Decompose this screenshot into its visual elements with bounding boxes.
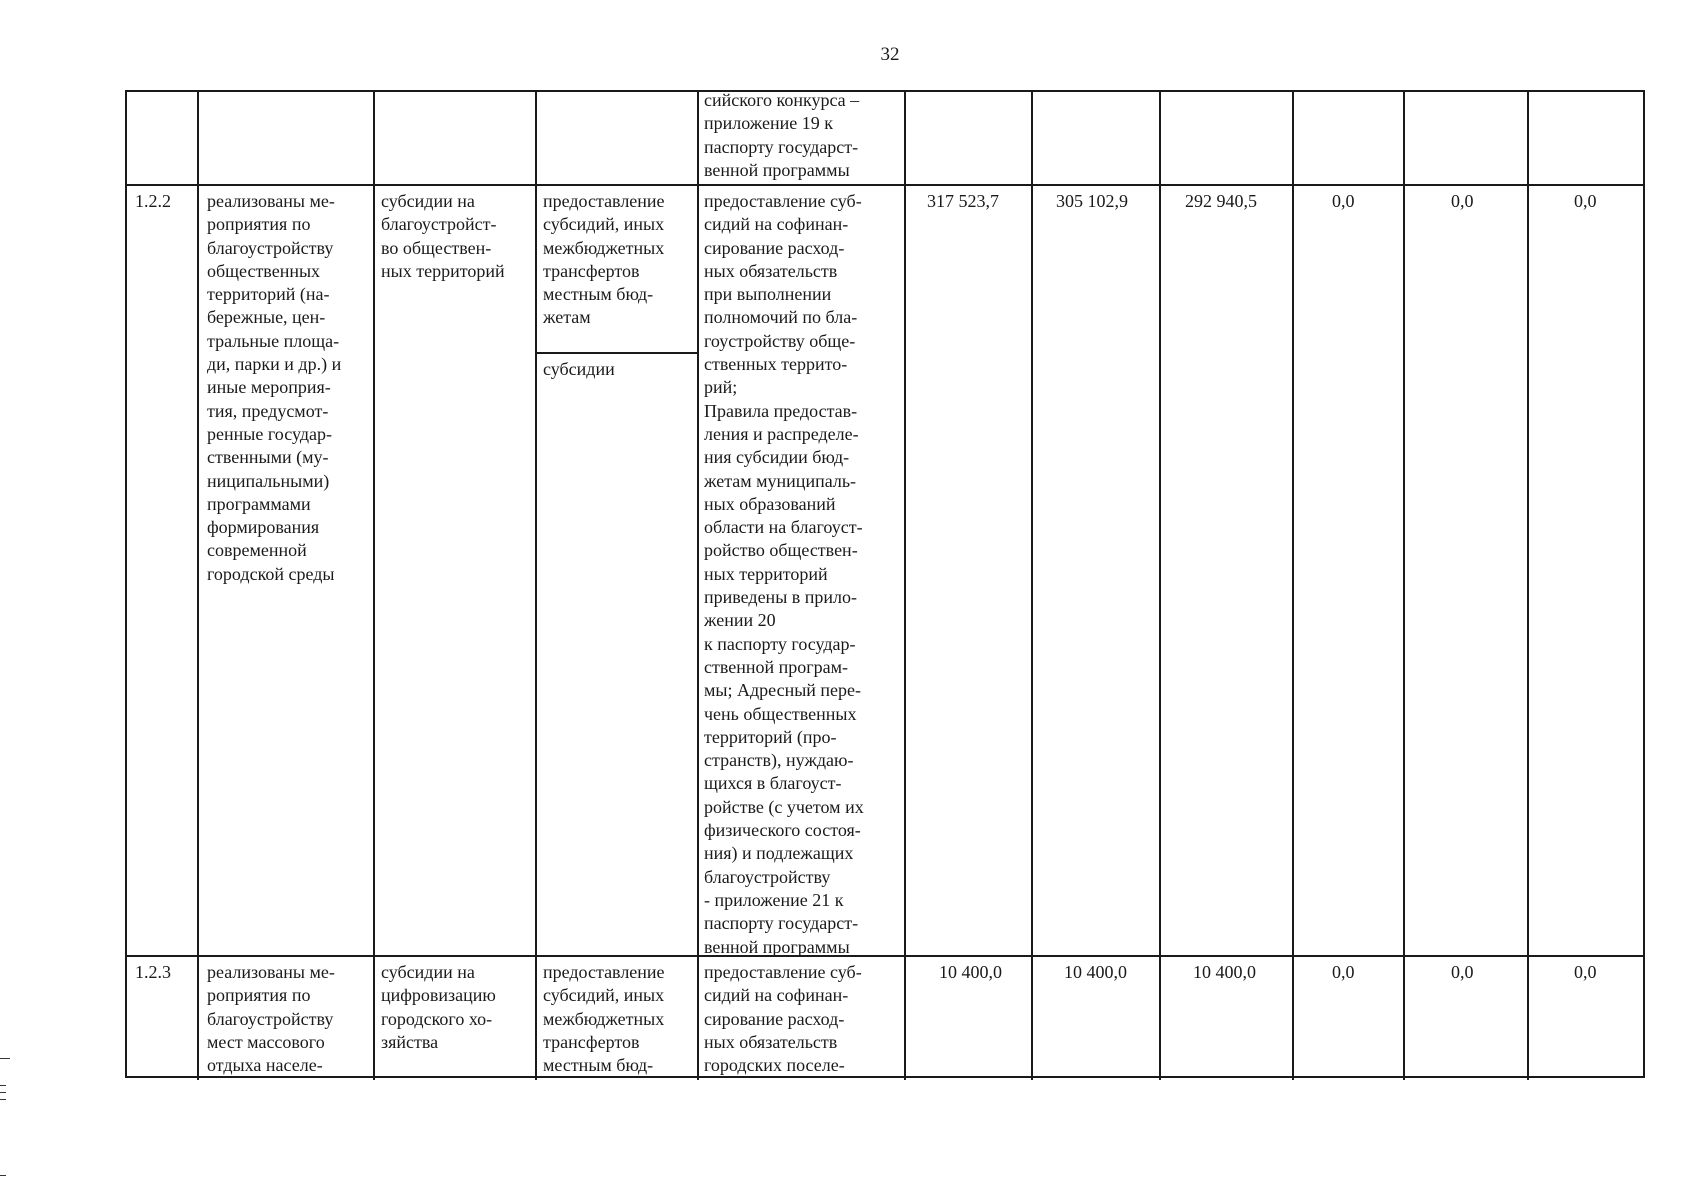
col-divider <box>1159 92 1161 1080</box>
value-cell: 0,0 <box>1332 191 1355 211</box>
mechanism-cell: предоставление суб- сидий на софинан- сирование расход- ных обязательств при выполнении полномочий по бла- гоустройству обще- ственных террито- рий; Правила предостав- ления и распределе- ния субсидии бюд- жетам муниципаль- ных образований области на благоуст- ройство обществен- ных территорий приведены в прило- жении 20 к паспорту государ- ственной програм- мы; Адресный пере- чень общественных территорий (про- странств), нуждаю- щихся в благоуст- ройстве (с учетом их физического состоя- ния) и подлежащих благоустройству - приложение 21 к паспорту государст- венной программы <box>704 191 864 957</box>
value-cell: 0,0 <box>1451 191 1474 211</box>
value-cell: 10 400,0 <box>939 962 1002 982</box>
budget-table <box>125 90 1645 1078</box>
type-cell: предоставление субсидий, иных межбюджетных трансфертов местным бюд- <box>543 962 665 1076</box>
continuation-mechanism-cell: сийского конкурса – приложение 19 к паспорту государст- венной программы <box>704 90 860 180</box>
type-cell-secondary: субсидии <box>543 359 615 379</box>
value-cell: 0,0 <box>1574 962 1597 982</box>
value-cell: 10 400,0 <box>1193 962 1256 982</box>
value-cell: 305 102,9 <box>1056 191 1128 211</box>
measure-cell: субсидии на благоустройст- во обществен- ных территорий <box>381 191 505 281</box>
col-divider <box>1031 92 1033 1080</box>
scan-margin-mark <box>0 1058 10 1059</box>
col-divider <box>904 92 906 1080</box>
col-divider <box>535 92 537 1080</box>
scan-margin-mark <box>0 1085 6 1086</box>
value-cell: 317 523,7 <box>927 191 999 211</box>
type-cell: предоставление субсидий, иных межбюджетных трансфертов местным бюд- жетам <box>543 191 665 328</box>
value-cell: 10 400,0 <box>1064 962 1127 982</box>
col-divider <box>1403 92 1405 1080</box>
row-divider <box>127 184 1643 186</box>
col-divider <box>197 92 199 1080</box>
result-cell: реализованы ме- роприятия по благоустройству общественных территорий (на- бережные, цен- тральные площа- ди, парки и др.) и иные мероприя- тия, предусмот- ренные государ- ственными (му- ниципальными) программами формирования современной городской среды <box>207 191 342 584</box>
measure-cell: субсидии на цифровизацию городского хо- зяйства <box>381 962 496 1052</box>
row-id: 1.2.2 <box>135 191 171 211</box>
row-id: 1.2.3 <box>135 962 171 982</box>
col-divider <box>697 92 699 1080</box>
col-divider <box>1527 92 1529 1080</box>
value-cell: 292 940,5 <box>1185 191 1257 211</box>
scan-margin-mark <box>0 1092 6 1093</box>
value-cell: 0,0 <box>1574 191 1597 211</box>
result-cell: реализованы ме- роприятия по благоустройству мест массового отдыха населе- <box>207 962 335 1076</box>
value-cell: 0,0 <box>1332 962 1355 982</box>
mechanism-cell: предоставление суб- сидий на софинан- сирование расход- ных обязательств городских поселе- <box>704 962 862 1076</box>
col-divider <box>1292 92 1294 1080</box>
scan-margin-mark <box>0 1099 6 1100</box>
page-number: 32 <box>880 44 900 65</box>
col-divider <box>373 92 375 1080</box>
scan-margin-mark <box>0 1175 6 1176</box>
value-cell: 0,0 <box>1451 962 1474 982</box>
row-divider <box>535 352 697 354</box>
